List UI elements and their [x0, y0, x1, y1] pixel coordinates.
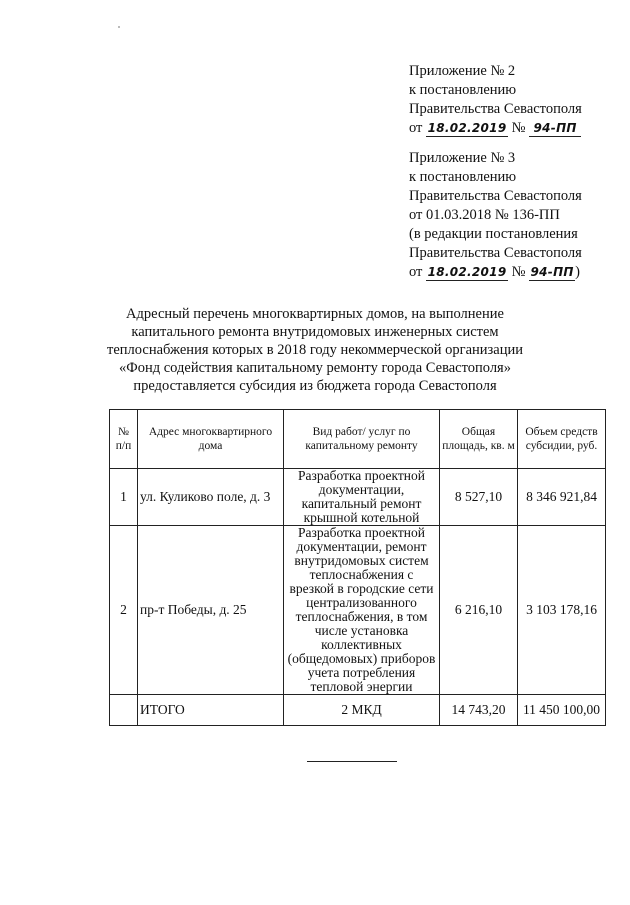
table-row [110, 526, 606, 695]
header-subsidy: Объем средств субсидии, руб. [518, 410, 606, 469]
total-row [110, 695, 606, 726]
appendix-3-header [409, 149, 582, 282]
appendix-3-line: Правительства Севастополя [409, 245, 582, 261]
header-num: № п/п [110, 410, 138, 469]
total-works: 2 МКД [284, 695, 440, 726]
handwritten-number: 94-ПП [530, 265, 574, 279]
row-area: 6 216,10 [440, 526, 518, 695]
row-number: 1 [110, 469, 138, 526]
row-subsidy: 8 346 921,84 [518, 469, 606, 526]
appendix-3-line: Правительства Севастополя [409, 188, 582, 204]
closing-paren: ) [575, 264, 580, 280]
header-works: Вид работ/ услуг по капитальному ремонту [284, 410, 440, 469]
end-of-document-rule [307, 761, 397, 762]
from-label: от [409, 120, 423, 136]
row-area: 8 527,10 [440, 469, 518, 526]
appendix-3-line: (в редакции постановления [409, 226, 578, 242]
appendix-2-date-line [409, 119, 582, 138]
row-address: пр-т Победы, д. 25 [138, 526, 284, 695]
scan-speck [118, 26, 120, 28]
handwritten-date: 18.02.2019 [427, 121, 507, 135]
appendix-2-line: к постановлению [409, 82, 517, 98]
row-number: 2 [110, 526, 138, 695]
number-label: № [511, 120, 526, 136]
row-address: ул. Куликово поле, д. 3 [138, 469, 284, 526]
total-subsidy: 11 450 100,00 [518, 695, 606, 726]
appendix-3-line: от 01.03.2018 № 136-ПП [409, 207, 560, 223]
header-area: Общая площадь, кв. м [440, 410, 518, 469]
row-works: Разработка проектной документации, капитальный ремонт крышной котельной [284, 469, 440, 526]
row-works: Разработка проектной документации, ремонт внутридомовых систем теплоснабжения с врезкой в городские сети централизованного теплоснабжения, в том числе установка коллективных (общедомовых) приборов учета потребления тепловой энергии [284, 526, 440, 695]
appendix-2-line: Правительства Севастополя [409, 101, 582, 117]
from-label: от [409, 264, 423, 280]
table-header-row [110, 410, 606, 469]
appendix-3-title: Приложение № 3 [409, 150, 516, 166]
appendix-2-header [409, 62, 582, 138]
document-title: Адресный перечень многоквартирных домов, на выполнение капитального ремонта внутридомовых инженерных систем теплоснабжения которых в 2018 году некоммерческой организации «Фонд содействия капитальному ремонту города Севастополя» предоставляется субсидия из бюджета города Севастополя [107, 306, 523, 394]
appendix-3-date-line [409, 263, 582, 282]
handwritten-number: 94-ПП [529, 121, 581, 137]
appendix-3-line: к постановлению [409, 169, 517, 185]
total-label: ИТОГО [138, 695, 284, 726]
row-subsidy: 3 103 178,16 [518, 526, 606, 695]
header-address: Адрес многоквартирного дома [138, 410, 284, 469]
appendix-2-title: Приложение № 2 [409, 63, 516, 79]
subsidy-table [109, 409, 606, 726]
table-row [110, 469, 606, 526]
number-label: № [511, 264, 526, 280]
handwritten-date: 18.02.2019 [427, 265, 507, 279]
total-number [110, 695, 138, 726]
total-area: 14 743,20 [440, 695, 518, 726]
